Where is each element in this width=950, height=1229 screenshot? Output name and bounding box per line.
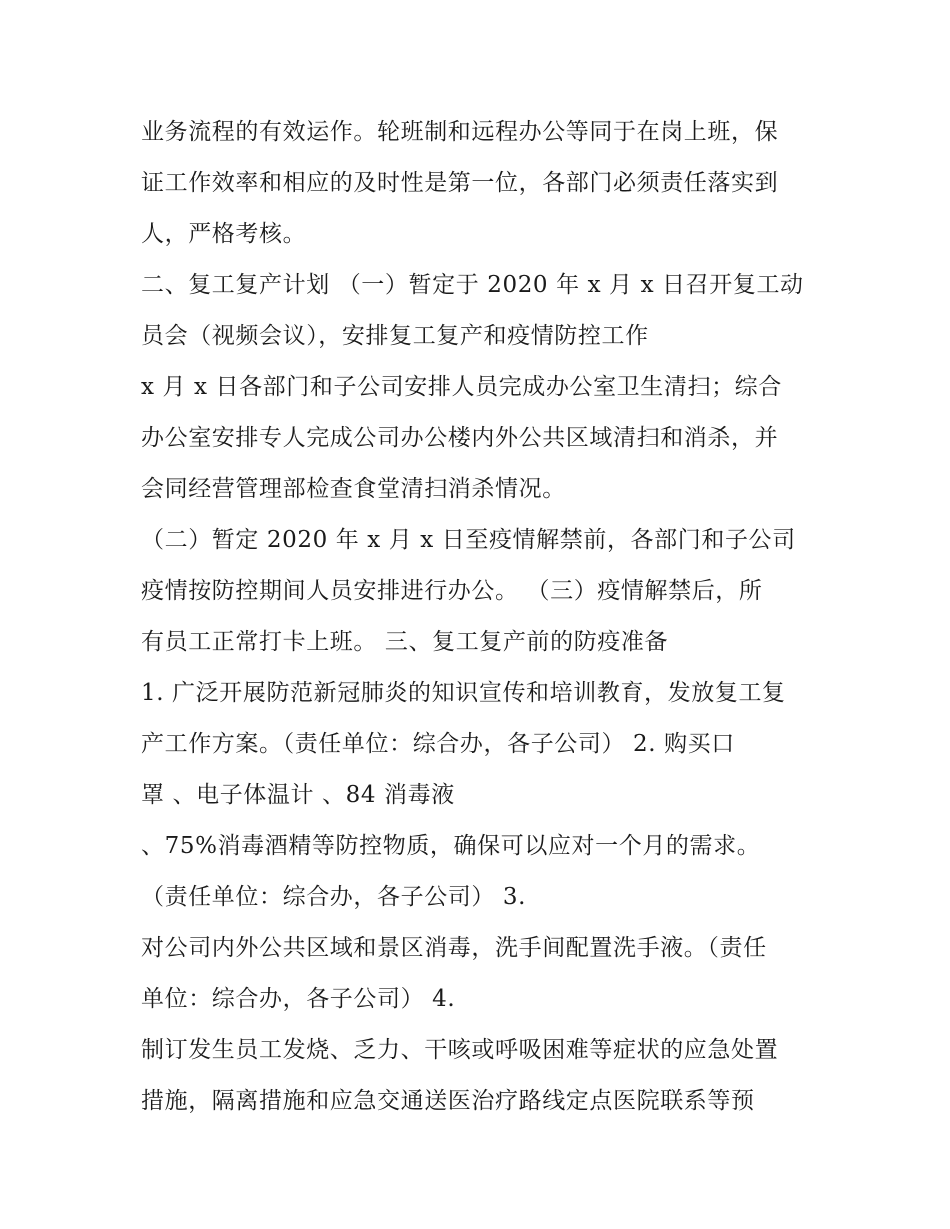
- text-line: 有员工正常打卡上班。 三、复工复产前的防疫准备: [141, 629, 669, 655]
- text-line: 证工作效率和相应的及时性是第一位，各部门必须责任落实到: [141, 170, 779, 196]
- text-line: 人，严格考核。: [141, 221, 307, 247]
- text-line: 产工作方案。（责任单位：综合办，各子公司） 2. 购买口: [141, 731, 735, 757]
- text-line: 措施，隔离措施和应急交通送医治疗路线定点医院联系等预: [141, 1088, 755, 1114]
- text-line: x 月 x 日各部门和子公司安排人员完成办公室卫生清扫；综合: [141, 374, 782, 400]
- text-line: 会同经营管理部检查食堂清扫消杀情况。: [141, 476, 566, 502]
- text-line: 疫情按防控期间人员安排进行办公。 （三）疫情解禁后，所: [141, 578, 763, 604]
- text-line: 、75%消毒酒精等防控物质，确保可以应对一个月的需求。: [141, 833, 761, 859]
- text-line: 二、复工复产计划 （一）暂定于 2020 年 x 月 x 日召开复工动: [141, 272, 804, 298]
- text-line: 员会（视频会议），安排复工复产和疫情防控工作: [141, 323, 649, 349]
- text-line: 单位：综合办，各子公司） 4.: [141, 986, 456, 1012]
- text-line: 1. 广泛开展防范新冠肺炎的知识宣传和培训教育，发放复工复: [141, 680, 786, 706]
- text-line: 罩 、电子体温计 、84 消毒液: [141, 782, 455, 808]
- text-line: 业务流程的有效运作。轮班制和远程办公等同于在岗上班，保: [141, 119, 779, 145]
- text-line: 办公室安排专人完成公司办公楼内外公共区域清扫和消杀，并: [141, 425, 779, 451]
- body-text: [141, 107, 831, 1127]
- text-line: （二）暂定 2020 年 x 月 x 日至疫情解禁前，各部门和子公司: [141, 527, 796, 553]
- text-line: 制订发生员工发烧、乏力、干咳或呼吸困难等症状的应急处置: [141, 1037, 779, 1063]
- text-line: 对公司内外公共区域和景区消毒，洗手间配置洗手液。（责任: [141, 935, 767, 961]
- text-line: （责任单位：综合办，各子公司） 3.: [141, 884, 527, 910]
